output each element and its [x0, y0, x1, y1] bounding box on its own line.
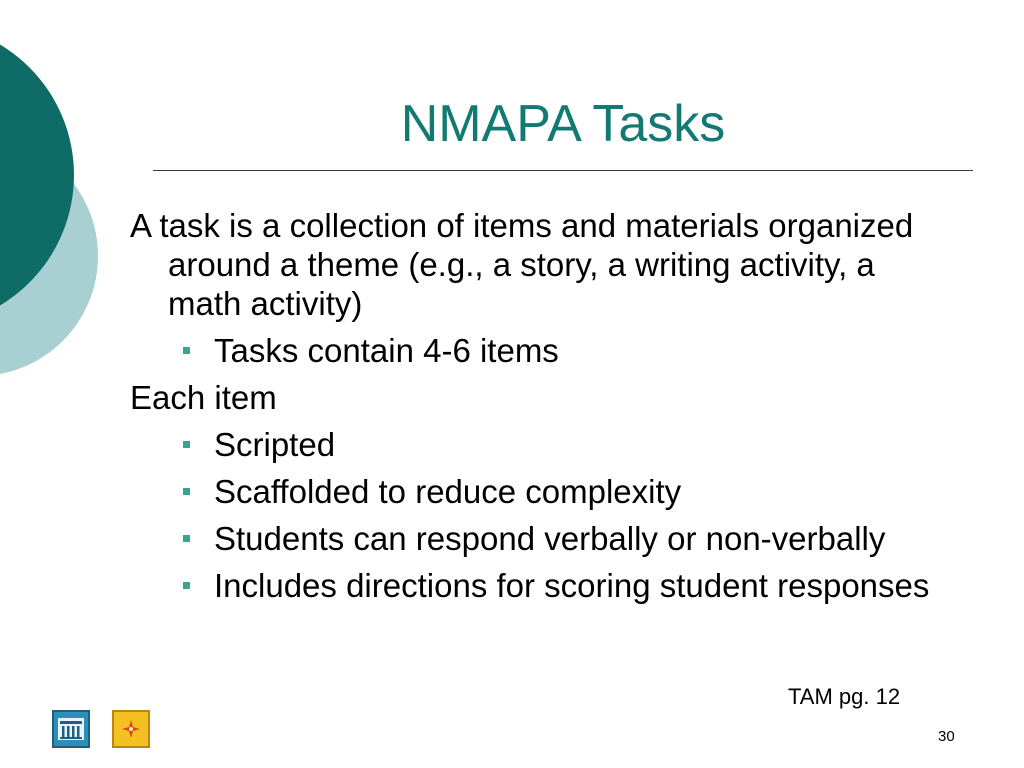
square-bullet-icon: [183, 441, 190, 448]
bullet-item-scripted: [130, 425, 930, 464]
bullet-item-scoring-directions: [130, 566, 930, 605]
bullet-text: Scaffolded to reduce complexity: [214, 473, 682, 510]
classical-building-icon: [54, 712, 88, 746]
slide-number: 30: [938, 728, 955, 745]
bullet-item-scaffolded: [130, 472, 930, 511]
bullet-text: Students can respond verbally or non-verbally: [214, 520, 886, 557]
paragraph-task-definition: A task is a collection of items and materials organized around a theme (e.g., a story, a writing activity, a math activity): [130, 207, 914, 322]
bullet-text: Includes directions for scoring student responses: [214, 567, 930, 604]
bullet-item-respond: [130, 519, 930, 558]
square-bullet-icon: [183, 535, 190, 542]
source-reference: TAM pg. 12: [788, 684, 901, 709]
home-button[interactable]: [52, 710, 90, 748]
paragraph-each-item: Each item: [130, 379, 277, 416]
bullet-text: Tasks contain 4-6 items: [214, 332, 559, 369]
next-button[interactable]: [112, 710, 150, 748]
square-bullet-icon: [183, 347, 190, 354]
bullet-item-tasks-contain: [130, 331, 930, 370]
square-bullet-icon: [183, 582, 190, 589]
decorative-circles: [0, 0, 110, 410]
bullet-text: Scripted: [214, 426, 336, 463]
slide-title: NMAPA Tasks: [400, 95, 726, 153]
compass-star-icon: [114, 712, 148, 746]
square-bullet-icon: [183, 488, 190, 495]
title-divider: [153, 170, 973, 171]
slide-body: [130, 206, 930, 613]
